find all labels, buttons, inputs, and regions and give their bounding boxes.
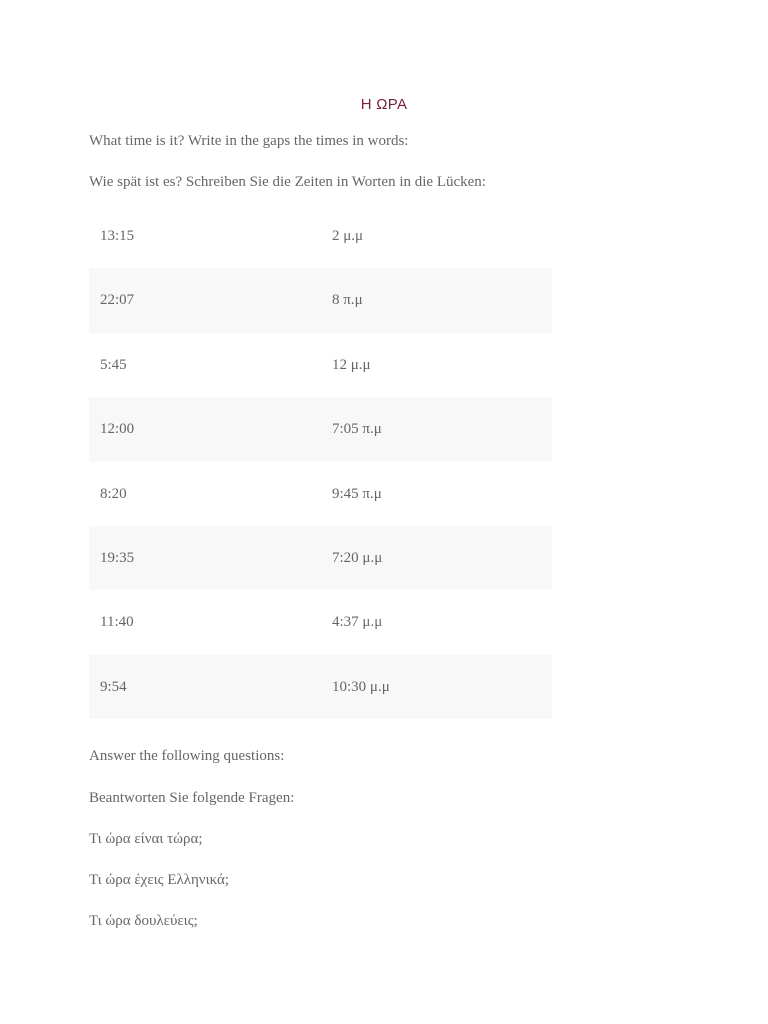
time-cell: 10:30 μ.μ xyxy=(332,678,390,695)
time-cell: 9:54 xyxy=(100,678,127,695)
time-cell: 4:37 μ.μ xyxy=(332,614,383,631)
time-cell: 22:07 xyxy=(100,292,135,309)
instruction-german: Wie spät ist es? Schreiben Sie die Zeiten in Worten in die Lücken: xyxy=(89,174,486,190)
time-cell: 12:00 xyxy=(100,421,135,438)
instruction-english: What time is it? Write in the gaps the times in words: xyxy=(89,133,409,149)
time-cell: 13:15 xyxy=(100,228,135,244)
table-row xyxy=(89,655,552,719)
time-cell: 8:20 xyxy=(100,485,127,502)
time-cell: 11:40 xyxy=(100,614,134,631)
time-cell: 19:35 xyxy=(100,549,135,566)
time-cell: 8 π.μ xyxy=(332,292,363,309)
table-row xyxy=(89,397,552,461)
questions-intro-english: Answer the following questions: xyxy=(89,748,285,764)
time-cell: 7:05 π.μ xyxy=(332,421,382,438)
time-cell: 9:45 π.μ xyxy=(332,485,382,502)
page-title: Η ΩΡΑ xyxy=(360,96,408,113)
question-item: Τι ώρα είναι τώρα; xyxy=(89,831,203,847)
table-row xyxy=(89,204,552,268)
table-row xyxy=(89,333,552,397)
table-row xyxy=(89,462,552,526)
time-cell: 7:20 μ.μ xyxy=(332,549,383,566)
table-row xyxy=(89,526,552,590)
question-item: Τι ώρα έχεις Ελληνικά; xyxy=(89,872,230,888)
table-row xyxy=(89,590,552,654)
questions-intro-german: Beantworten Sie folgende Fragen: xyxy=(89,790,295,806)
question-item: Τι ώρα δουλεύεις; xyxy=(89,913,198,929)
time-cell: 5:45 xyxy=(100,356,127,373)
time-cell: 12 μ.μ xyxy=(332,356,371,373)
table-row xyxy=(89,268,552,332)
times-table xyxy=(89,204,552,719)
time-cell: 2 μ.μ xyxy=(332,228,364,244)
